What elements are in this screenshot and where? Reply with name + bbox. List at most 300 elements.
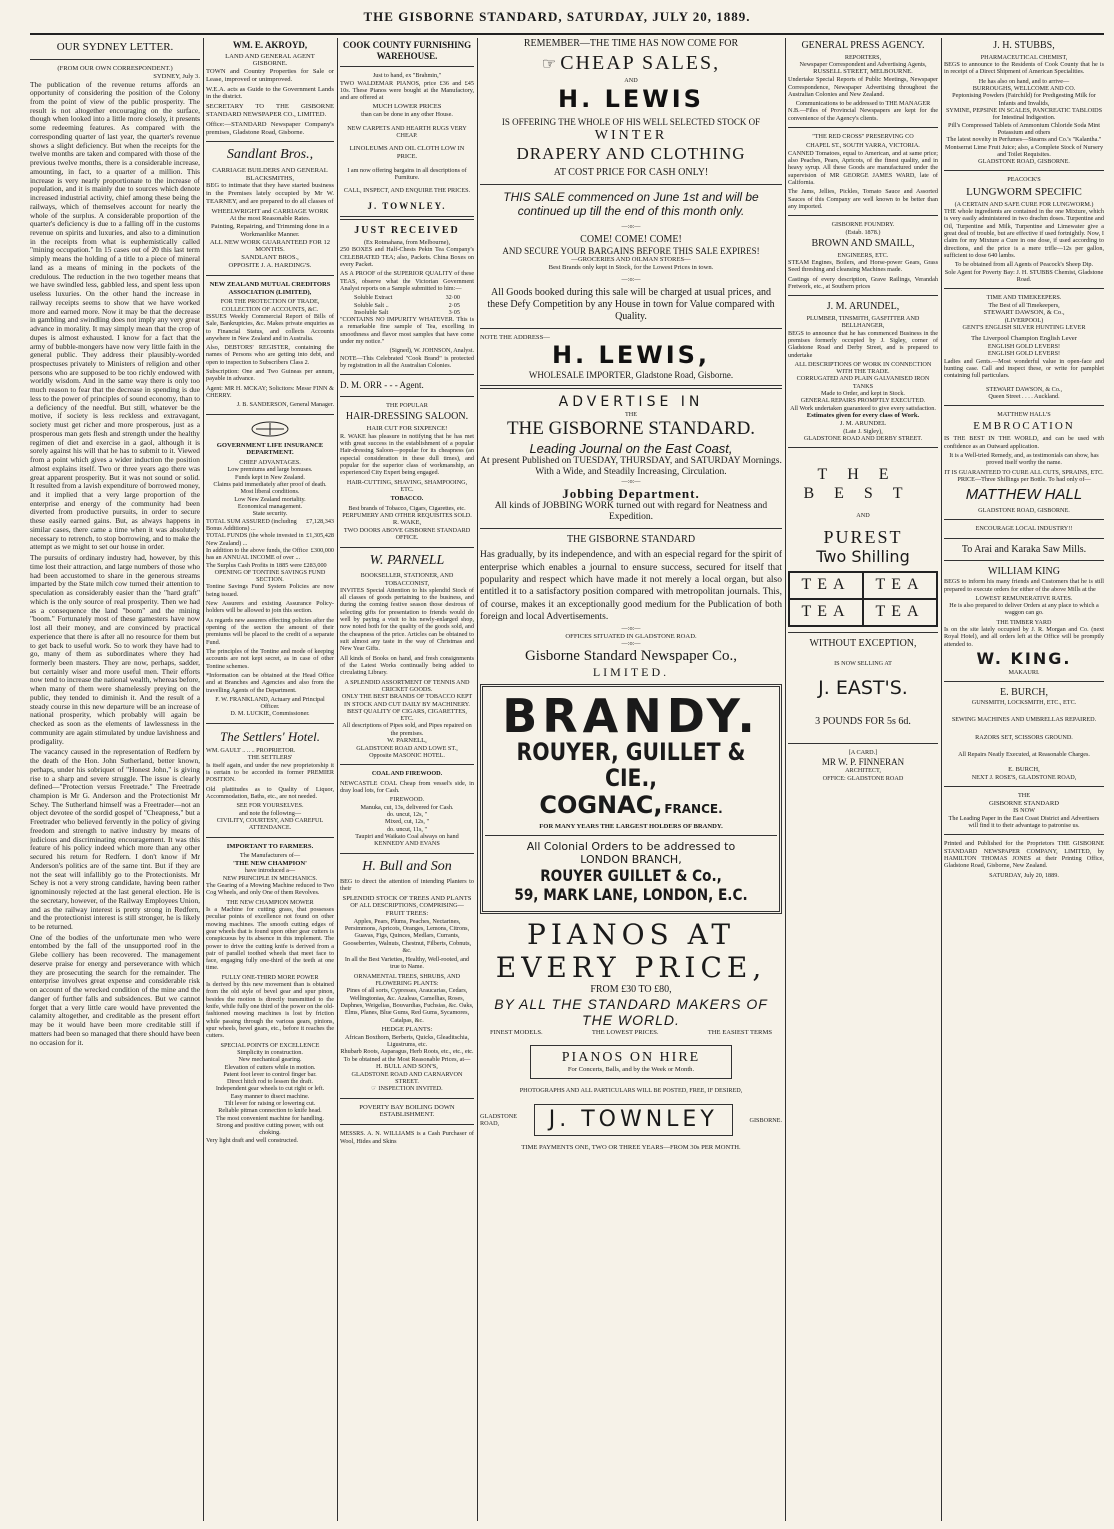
column-advertisements-6	[944, 38, 1104, 1521]
ad-text: FRUIT TREES:	[385, 909, 429, 917]
ornament: —:o:—	[621, 222, 641, 230]
ad-text: Tilt lever for raising or lowering cut.	[224, 1100, 316, 1108]
ad-text: WITHOUT EXCEPTION,	[809, 638, 917, 650]
ad-text: With a Wide, and Steadily Increasing, Circulation.	[535, 467, 727, 478]
ad-title: HAIR-DRESSING SALOON.	[345, 411, 469, 423]
ad-text: SPECIAL POINTS OF EXCELLENCE	[220, 1041, 320, 1049]
ad-signature: D. M. ORR - - - Agent.	[340, 380, 424, 391]
ad-headline: DRAPERY AND CLOTHING	[516, 144, 746, 164]
ad-text: D. M. LUCKIE, Commissioner.	[230, 710, 310, 718]
analysis-row: Insoluble Salt 3·05	[354, 308, 460, 316]
ad-subtitle: FOR THE PROTECTION OF TRADE, COLLECTION OF ACCOUNTS, &C.	[220, 298, 320, 313]
analysis-row: Soluble Extract 32·00	[354, 294, 460, 302]
ad-text: All Colonial Orders to be addressed to	[526, 840, 736, 854]
column-advertisements-5	[788, 38, 938, 1521]
ad-text: PRICE—Three Shillings per Bottle. To had only of—	[957, 476, 1091, 484]
ad-title: JUST RECEIVED	[354, 225, 460, 237]
ad-subtitle: BOOKSELLER, STATIONER, AND TOBACCONIST,	[360, 572, 454, 587]
ad-text: Funds kept in New Zealand.	[235, 473, 305, 481]
ad-text: The latest novelty in Perfumes—Stearns and Co.'s "Kalantha."	[946, 136, 1102, 144]
townley-footer	[480, 1100, 782, 1140]
ad-text: State security.	[252, 510, 288, 518]
ad-text: Pines of all sorts, Cypresses, Araucarias, Cedars, Wellingtonias, &c. Azaleas, Camellias, Roses, Daphnes, Weigelias, Bouvardias, Fuchsias, &c. Oaks, Elms, Planes, Blue Gums, Red Gums, Sycamores, Catalpas, &c.	[340, 987, 474, 1024]
ad-text: IS THE BEST IN THE WORLD, and can be used with confidence as an Outward application.	[944, 435, 1104, 450]
ad-text: R. WAKE has pleasure in notifying that he has met with great success in the establishment of a popular Hair-dressing Saloon—popular for its cheapness (an especial consideration in these dull times), and popular for the superior class of workmanship, an experienced City Expert being engaged.	[340, 432, 474, 477]
ad-text: FROM £30 TO £80,	[590, 984, 672, 996]
ad-text: SEWING MACHINES AND UMBRELLAS REPAIRED.	[951, 716, 1097, 724]
ad-text: Undertake Special Reports of Public Meetings, Newspaper Correspondence, Newspaper Advertising throughout the Australian Colonies and New Zealand.	[788, 76, 938, 98]
ad-text: N.B.—Files of Provincial Newspapers are kept for the convenience of the Agency's clients.	[788, 107, 938, 122]
imprint-date: SATURDAY, July 20, 1889.	[989, 871, 1059, 879]
ad-text: Taupiri and Waikato Coal always on hand	[355, 832, 459, 840]
ad-text: W. PARNELL,	[387, 737, 427, 745]
ad-text: To be obtained from all Agents of Peacock's Sheep Dip.	[954, 261, 1094, 269]
ad-text: THE NEW CHAMPION MOWER	[226, 898, 314, 906]
ad-text: (Late J. Sigley),	[843, 427, 883, 435]
ad-text: AS A PROOF of the SUPERIOR QUALITY of these TEAS, observe what the Victorian Government Analyst reports on a Sample submitted to him:—	[340, 270, 474, 292]
ad-text: As regards new assurers effecting policies after the opening of the section the amount of their premiums will be placed to the credit of a separate Fund.	[206, 616, 334, 646]
ad-text: At the most Reasonable Rates.	[229, 215, 311, 223]
ad-text: Is a Machine for cutting grass, that possesses peculiar points of excellence not found on other mowing machines. The smooth cutting edges of gear wheels that is found upon other gear cutters is conspicuous by its absence in this implement. The power to drive the cutting knife is derived from a pair of parallel toothed wheels that meet face to face, engaging fully one-third of the teeth at one time.	[206, 905, 334, 972]
ad-title: H. Bull and Son	[362, 858, 452, 874]
ad-text: Patent foot lever to control finger bar.	[223, 1070, 317, 1078]
ad-title: COAL AND FIREWOOD.	[371, 770, 443, 778]
ad-text: J. B. SANDERSON, General Manager.	[236, 401, 334, 409]
ad-title: "THE RED CROSS" PRESERVING CO	[812, 133, 914, 141]
ad-text: CIVILITY, COURTESY, AND CAREFUL ATTENDANCE.	[216, 816, 324, 832]
ad-headline: PUREST	[823, 527, 903, 548]
ad-title: LUNGWORM SPECIFIC	[966, 185, 1082, 198]
analysis-row: Soluble Salt .. 2·05	[354, 301, 460, 309]
ad-text: Very light draft and well constructed.	[206, 1136, 299, 1144]
column-display-ads	[480, 38, 782, 1521]
ad-text: All kinds of Books on hand, and fresh consignments of the Latest Works continually being added to circulating Library.	[340, 654, 474, 677]
ad-headline: REMEMBER—THE TIME HAS NOW COME FOR	[523, 38, 739, 49]
ad-text: have introduced a—	[244, 867, 296, 875]
ad-title: W. PARNELL	[369, 552, 445, 568]
ad-brand: H. LEWIS	[558, 84, 704, 113]
ad-text: FIREWOOD.	[389, 796, 425, 804]
ad-text: All Work undertaken guaranteed to give every satisfaction.	[790, 404, 936, 412]
ad-text: SANDLANT BROS.,	[241, 254, 299, 262]
insurance-total: TOTAL SUM ASSURED (including Bonus Additions) ... £7,128,343	[206, 517, 334, 532]
ad-text: ENGLISH GOLD LEVERS!	[987, 350, 1061, 358]
ad-text: Made to Order, and kept in Stock.	[821, 390, 905, 398]
ad-text: OF ALL DESCRIPTIONS, COMPRISING—	[350, 902, 464, 910]
ad-headline: BY ALL THE STANDARD MAKERS OF THE WORLD.	[494, 995, 768, 1029]
ad-title: TIME AND TIMEKEEPERS.	[986, 294, 1062, 302]
ad-brand: J. TOWNLEY	[534, 1104, 733, 1136]
ad-headline: ☞ CHEAP SALES,	[541, 51, 721, 74]
ad-text: NOTE—This Celebrated "Cook Brand" is protected by registration in all the Australian Colonies.	[340, 354, 474, 370]
ad-text: New Assurers and existing Assurance Policy-holders will be allowed to join this section.	[206, 600, 334, 615]
ad-text: Rhubarb Roots, Asparagus, Herb Roots, etc., etc., etc.	[340, 1048, 474, 1056]
pointing-hand-icon: ☞	[541, 55, 561, 73]
ad-text: Queen Street . . . . Auckland.	[988, 392, 1060, 400]
ad-text: THIS SALE commenced on June 1st and will be continued up till the end of this month only.	[503, 189, 759, 219]
column-divider	[337, 38, 338, 1521]
pianos-on-hire-box	[530, 1045, 732, 1079]
ad-text: R. WAKE,	[392, 519, 422, 527]
ad-text: FULLY ONE-THIRD MORE POWER	[221, 973, 319, 981]
ad-text: GLADSTONE ROAD, GISBORNE.	[978, 507, 1070, 515]
ad-headline: J. EAST'S.	[818, 677, 908, 700]
ad-text: BURROUGHS, WELLCOME AND CO.	[972, 85, 1076, 93]
ad-text: BEGS to announce that he has commenced Business in the premises formerly occupied by J. Sigley, corner of Gladstone Road and Derby Street, and is prepared to undertake	[788, 329, 938, 359]
ad-text: AND SECURE YOUR BARGAINS BEFORE THIS SALE EXPIRES!	[502, 245, 760, 256]
ornament: —:o:—	[621, 276, 641, 284]
ad-text: TWO WALDEMAR PIANOS, price £36 and £45 10s. These Pianos were bought at the Manufactory, and are offered at	[340, 79, 474, 102]
ad-title: Sandlant Bros.,	[226, 147, 314, 163]
ad-text: Communications to be addressed to THE MANAGER	[795, 100, 931, 108]
ad-text: SECRETARY TO THE GISBORNE STANDARD NEWSPAPER CO., LIMITED.	[206, 103, 334, 118]
ad-subtitle: PHARMACEUTICAL CHEMIST,	[980, 53, 1068, 61]
ad-text: GUNSMITH, LOCKSMITH, ETC., ETC.	[971, 699, 1077, 707]
ad-title: GENERAL PRESS AGENCY.	[801, 40, 925, 51]
ad-subtitle: (A CERTAIN AND SAFE CURE FOR LUNGWORM.)	[954, 200, 1094, 208]
ad-text: NEWCASTLE COAL Cheap from vessel's side, in dray load lots, for Cash.	[340, 779, 474, 795]
ad-text: SYMINE, PEPSINE IN SCALES, PANCREATIC TABLOIDS for Intestinal Indigestion.	[945, 106, 1103, 122]
ad-text: In all the Best Varieties, Healthy, Well-rooted, and true to Name.	[344, 956, 470, 971]
ad-text: GLADSTONE ROAD AND CARNARVON STREET.	[351, 1070, 463, 1086]
ad-text: Simplicity in construction.	[237, 1048, 303, 1056]
pointing-hand-icon: ☞	[371, 1085, 379, 1093]
ad-title: GOVERNMENT LIFE INSURANCE DEPARTMENT.	[216, 441, 324, 457]
insurance-total: In addition to the above funds, the Office has an ANNUAL INCOME of over ... £300,000	[206, 546, 334, 562]
ad-text: IS OFFERING THE WHOLE OF HIS WELL SELECTED STOCK OF	[501, 117, 761, 128]
ad-subtitle: CARRIAGE BUILDERS AND GENERAL BLACKSMITHS,	[212, 166, 328, 182]
ad-text: —GROCERIES AND OILMAN STORES—	[571, 256, 691, 264]
ad-text: GLADSTONE ROAD AND LOWE ST.,	[356, 744, 458, 752]
ad-text: ONLY THE BEST BRANDS OF TOBACCO KEPT IN STOCK AND CUT DAILY BY MACHINERY.	[341, 693, 473, 708]
ad-text: Ladies and Gents.—Most wonderful value in open-face and hunting case. Call and inspect these, or write for pamphlet containing full particulars.	[944, 357, 1104, 380]
ad-title: MR W. P. FINNERAN	[821, 756, 905, 767]
ad-text: THE whole ingredients are contained in the one Mixture, which is very easily administered in two drachm doses. Turpentine and Oil, Turpentine and Milk, Turpentine and Limewater give a great deal of trouble, but are effective if used fortnightly. Now, I claim for my Mixture a Cure in one dose, if used according to directions, and the price is a mere trifle—12s per gallon, sufficient to dose 640 lambs.	[944, 208, 1104, 259]
ad-place: GISBORNE.	[252, 60, 288, 68]
ad-headline: ADVERTISE IN	[558, 394, 704, 411]
ad-text: LONDON BRANCH,	[580, 853, 682, 867]
ad-text: MESSRS. A. N. WILLIAMS is a Cash Purchaser of Wool, Hides and Skins	[340, 1130, 474, 1145]
ad-text: and note the following—	[238, 809, 302, 817]
ad-text: STEAM Engines, Boilers, and Horse-power Gears, Grass Seed threshing and cleansing Machines made.	[788, 258, 938, 274]
ad-text: All Repairs Neatly Executed, at Reasonable Charges.	[958, 750, 1090, 758]
ad-subtitle: CHIEF ADVANTAGES.	[239, 459, 301, 467]
ad-text: Also, DEBTORS' REGISTER, containing the names of Persons who are getting into debt, and open to inspection to Subscribers Class 2.	[206, 344, 334, 366]
ad-headline: ROUYER, GUILLET & CIE.,	[516, 737, 746, 792]
ad-text: Economical management.	[237, 503, 303, 511]
ad-title: The Settlers' Hotel.	[220, 728, 320, 744]
ad-text: Independent gear wheels to cut right or left.	[215, 1085, 325, 1093]
crest-icon	[250, 420, 290, 438]
ad-text: HEDGE PLANTS:	[381, 1025, 433, 1033]
ad-headline: Two Shilling	[816, 547, 910, 567]
ad-text: OPPOSITE J. A. HARDING'S.	[228, 261, 312, 269]
ad-text: AND	[624, 77, 638, 85]
ad-title: J. M. ARUNDEL,	[826, 301, 900, 313]
ad-text: Direct hitch rod to lessen the draft.	[226, 1078, 314, 1086]
tea-cell: TEA	[863, 572, 937, 599]
ad-text: (LIVERPOOL)	[1004, 316, 1044, 324]
ad-text: H. BULL AND SON'S,	[376, 1062, 438, 1070]
ad-text: IT IS GUARANTEED TO CURE ALL CUTS, SPRAINS, ETC.	[944, 468, 1104, 476]
article-paragraph: The pursuits of ordinary industry had, however, by this time lost their attraction, and large numbers of those who had been accustomed to share in the generous streams imparted by the State milch cow turned their attention to speculation as considerably easier than the "hard graft" which is the only source of real prosperity. Then we had as a consequence the land "boom" and the mining "boom." Fortunately most of these gamesters have now lost all their money, and are convinced by practical experience that there is after all no resource for them but to get back to useful work. So to work they have had to go, many of them as subordinates where they had formerly been masters. They are now, perhaps, sadder, but certainly wiser and more useful men. Their efforts now tend to increase the national wealth, whereas before, when many of them were shamelessly preying on the public, they tended to diminish it. And the result of a steady course in this new departure will be an increase of national prosperity, which probably will again be checked as soon as the elements of lawlessness in the community are again stimulated by undue lavishness and prodigality.	[30, 553, 200, 746]
column-advertisements-2	[206, 38, 334, 1521]
ad-subtitle: REPORTERS,	[844, 53, 882, 61]
ad-text: than can be done in any other House.	[361, 111, 453, 119]
ad-text: Low New Zealand mortality.	[234, 495, 306, 503]
ad-text: Low premiums and large bonuses.	[227, 466, 313, 474]
ad-text: INVITES Special Attention to his splendid Stock of all classes of goods pertaining to the business, and during the coming festive season those desirous of selecting gifts for presentation to friends would do well by paying a visit to his newly-enlarged shop, now noted both for the quality of the goods sold, and the cheapness of the price. Articles can be obtained to suit almost any taste in the way of Christmas and New Year Gifts.	[340, 586, 474, 653]
ad-text: GLADSTONE ROAD, GISBORNE.	[978, 158, 1070, 166]
ad-text: MAKAURI.	[1008, 668, 1040, 676]
ad-text: BEG to direct the attention of intending Planters to their	[340, 878, 474, 893]
ad-text: GENT'S ENGLISH SILVER HUNTING LEVER	[962, 323, 1086, 331]
ad-subtitle: LAND AND GENERAL AGENT	[225, 52, 315, 60]
ad-text: BEG to intimate that they have started business in the Premises lately occupied by Mr W. TEARNEY, and are prepared to do all classes of	[206, 182, 334, 205]
ad-text: Peptonising Powders (Fairchild) for Predigesting Milk for Infants and Invalids,	[952, 92, 1096, 107]
ad-brand: MATTHEW HALL	[965, 486, 1083, 504]
ad-text: AT COST PRICE FOR CASH ONLY!	[553, 167, 709, 179]
ad-text: ALL NEW WORK GUARANTEED FOR 12 MONTHS.	[209, 238, 331, 254]
ad-text: All descriptions of Pipes sold, and Pipes repaired on the premises.	[342, 722, 472, 737]
byline: (FROM OUR OWN CORRESPONDENT.)	[57, 64, 173, 72]
ad-text: Is on the site lately occupied by J. R. Morgan and Co. (next Royal Hotel), and all orders left at the Office will be promptly attended to.	[944, 626, 1104, 648]
ad-text: 'THE NEW CHAMPION'	[233, 859, 307, 867]
ad-title: GISBORNE STANDARD	[989, 799, 1059, 807]
ad-text: RUSSELL STREET, MELBOURNE.	[813, 68, 913, 76]
ad-title: EMBROCATION	[973, 420, 1075, 433]
ad-subtitle: (Ex Rotmahana, from Melbourne),	[363, 239, 451, 247]
ad-text: LINOLEUMS AND OIL CLOTH LOW IN PRICE.	[349, 145, 465, 160]
ad-text: IS NOW	[1013, 807, 1035, 815]
ad-subtitle: HAIR CUT FOR SIXPENCE!	[366, 425, 448, 433]
ad-text: Just to hand, ex "Brahmin,"	[372, 72, 442, 80]
ad-text: Best brands of Tobacco, Cigars, Cigarettes, etc.	[348, 504, 466, 512]
ad-headline: THE BEST	[803, 466, 923, 503]
ad-text: 3 POUNDS FOR 5s 6d.	[815, 715, 911, 727]
ad-text: Best Brands only kept in Stock, for the Lowest Prices in town.	[548, 264, 714, 272]
ad-text: At present Published on TUESDAY, THURSDAY, and SATURDAY Mornings.	[480, 455, 782, 466]
ad-title: WILLIAM KING	[988, 566, 1060, 578]
ornament: —:o:—	[621, 478, 641, 486]
ad-headline: PIANOS AT EVERY PRICE,	[495, 918, 767, 985]
ad-brand: H. LEWIS,	[551, 341, 711, 370]
tea-cell: TEA	[789, 572, 863, 599]
tea-cell: TEA	[789, 599, 863, 626]
ad-headline: Jobbing Department.	[562, 485, 700, 501]
ad-text: Tontine Savings Fund System Policies are now being issued.	[206, 583, 334, 598]
ad-text: MUCH LOWER PRICES	[372, 103, 442, 111]
ad-text: CORRUGATED AND PLAIN GALVANISED IRON TANKS	[796, 375, 930, 390]
ad-text: W.E.A. acts as Guide to the Government Lands in the district.	[206, 85, 334, 101]
ad-text: do. uncut, 11s, "	[386, 825, 428, 833]
ad-title: WM. E. AKROYD,	[232, 40, 308, 50]
ad-text: OFFICE: GLADSTONE ROAD	[822, 774, 904, 782]
ad-subtitle: CHAPEL ST., SOUTH YARRA, VICTORIA.	[806, 142, 920, 150]
ad-text: NEW CARPETS AND HEARTH RUGS VERY CHEAP.	[347, 124, 467, 139]
ad-text: [A CARD.]	[848, 749, 878, 757]
ad-text: BEGS to inform his many friends and Customers that he is still prepared to execute orders for either of the above Mills at the	[944, 578, 1104, 593]
article-paragraph: The vacancy caused in the representation of Redfern by the death of the Hon. John Sutherland, better known, perhaps, under his sobriquet of "Honest John," is giving rise to a sharp and severe struggle. The issue is clearly defined—"Protection versus Freetrade." The Freetrade champion is Mr G. Anderson and the Protectionist Mr Schey. The Sutherland himself was a Freetrader—not an object devotee of the sordid gospel of "Cheapness," but a Freetrader who believed fervently in the policy of giving freedom and strength to native industry by means of judicious and discriminating encouragement. It was this feature of his policy indeed which more than any other secured his return for Redfern. I don't know if Mr Anderson's politics are of the same tint. But if they are not the seat will infallibly go to the Protectionists. Mr Schey is not a very strong candidate, having been rather ignominously rejected at the last general election. He is the secretary, however, of the Railway Employees Union, and as the railway interest is pretty strong in Redfern, and the protectionist interest is still stronger, he is likely to be returned.	[30, 747, 200, 931]
ad-text: The Liverpool Champion English Lever	[971, 335, 1077, 343]
ad-text: The Jams, Jellies, Pickles, Tomato Sauce and Assorted Sauces of this Company are well known to be better than any imported.	[788, 188, 938, 210]
ad-text: For Concerts, Balls, and by the Week or Month.	[567, 1066, 695, 1074]
ad-text: The most convenient machine for handling.	[216, 1114, 324, 1122]
ad-title: E. BURCH,	[999, 687, 1049, 699]
ad-headline: COGNAC, FRANCE.	[539, 791, 723, 820]
ad-title: NEW ZEALAND MUTUAL CREDITORS ASSOCIATION (LIMITED),	[209, 280, 331, 296]
ad-subtitle: ARCHITECT,	[845, 767, 881, 775]
ad-text: BEGS to announce to the Residents of Cook County that he is in receipt of a Direct Shipment of American Specialities.	[944, 61, 1104, 76]
ad-text: Subscription: One and Two Guineas per annum, payable in advance.	[206, 368, 334, 383]
ad-text: Mixed, cut, 12s, "	[384, 818, 430, 826]
ad-text: OFFICES SITUATED IN GLADSTONE ROAD.	[565, 632, 697, 640]
ad-text: Estimates given for every class of Work.	[806, 412, 920, 420]
article-paragraph: One of the bodies of the unfortunate men who were entombed by the fall of the unsupported roof in the Glebe colliery has been recovered. The management deserve praise for energy and perseverance with which they are prosecuting the search for the remainder. The enterprise involves great expense and considerable risk on account of the wrecked condition of the mine and the danger of further falls and subsidences. But we cannot forget that a very little care would have prevented the calamity altogether, and creditable as the present effort may be it would have been more creditable still if matters had been so managed that there should have been no occasion for it.	[30, 932, 200, 1047]
article-paragraph: The publication of the revenue returns affords an opportunity of considering the position of the Colony from the point of view of the public prosperity. The result is not altogether encouraging on the surface, though when looked into a little more closely, it presents some redeeming features. As compared with the corresponding quarter of last year, the quarter's revenue shows a slight deficiency. But when the receipts for the twelve months are taken and compared with those of the previous twelve months, there is a considerable increase, amounting, in fact, to a quarter of a million. This increase is very nearly proportionate to the increase of population, and it is mainly due to sources which denote increased industrial activity, chief among these being the railways, which of themselves account for nearly the whole of the surplus. A considerable proportion of the quarter's deficiency is due to a falling off in the customs revenue on spirits and luxuries, and also to a diminution in the receipts from what is euphemistically called "mining occupation." In 15 cases out of 20 this last term simply means the holding of a title to a piece of mineral land as a means of mining in the pockets of the credulous. The reduction in the two together means that we have swindled less, gabbled less, and spent less upon useless luxuries. On the other hand the increase in railway receipts seems to show that we have worked more and earned more. Now it may be that the decrease in gambling and swindling does not imply any very great advance in morality. It may simply mean that the crop of dupes is almost exhausted. I know for a fact that the army of bubble-mongers have now very little faith in the general public. They address their plausibly-worded prospectuses privately to Ministers of religion and other persons who are supposed to be too richly endowed with worldly wisdom. And in the same way there is only too much reason to fear that the decrease in spending is due less to the power of principles of sound economy, than to a deficiency of the needful. But still, whatever be the motive, if society is less reckless and extravagant, society must get richer and more prosperous, just as a prosperous man gets flesh and strength under the healthy regimen of diet and exercise in a gaol, although it is sorely against his will that he has to submit to it. Viewed from a point which gives a wider induction the position almost explains itself. Two or three years ago there was great apparent prosperity. But it was not sound or solid. It resulted from a lavish expenditure of borrowed money, and it implied that a very large proportion of the enterprise and energy of the community had been diverted from productive pursuits, in order to secure these easily earned gains. But, as always happens in similar cases, there came a time when it was absolutely necessary to retrench, to stop borrowing, and to make the attempt as we might to set our house in order.	[30, 79, 200, 552]
ad-subtitle: PLUMBER, TINSMITH, GASFITTER AND BELLHANGER,	[806, 314, 920, 330]
ad-headline: Gisborne Standard Newspaper Co.,	[524, 647, 738, 664]
ad-text: TOBACCO.	[390, 495, 424, 503]
ad-text: COME! COME! COME!	[580, 234, 682, 246]
ad-text: The principles of the Tontine and mode of keeping accounts are not kept secret, as in case of other Tontine schemes.	[206, 647, 334, 670]
ad-text: OPENING OF TONTINE SAVINGS FUND SECTION.	[214, 568, 326, 584]
tea-cell: TEA	[863, 599, 937, 626]
ad-headline: WINTER	[594, 127, 668, 143]
ad-text: TOWN and Country Properties for Sale or Lease, improved or unimproved.	[206, 68, 334, 83]
ad-text: All Goods booked during this sale will be charged at usual prices, and these Defy Competition by any House in town for Value compared with Quality.	[487, 287, 775, 322]
ad-text: Newspaper Correspondent and Advertising Agents,	[799, 61, 927, 69]
ad-text: Agent: MR H. MCKAY; Solicitors: Messr FINN & CHERRY.	[206, 384, 334, 400]
ad-text: HAIR-CUTTING, SHAVING, SHAMPOOING, ETC.	[346, 478, 468, 494]
ad-text: AND	[856, 511, 870, 519]
ad-text: The Manufacturers of—	[239, 852, 301, 860]
ad-headline: 59, MARK LANE, LONDON, E.C.	[514, 885, 748, 905]
ad-text: 250 BOXES and Half-Chests Pekin Tea Company's CELEBRATED TEA; also, Packets. China Boxes on every Packet.	[340, 246, 474, 268]
ad-text: ISSUES Weekly Commercial Report of Bills of Sale, Bankruptcies, &c. Makes private enquiries as to Financial Status, and collects Accounts anywhere in New Zealand and in Australia.	[206, 312, 334, 342]
ad-text: He has also on hand, and to arrive—	[978, 77, 1070, 85]
ad-text: TWO DOORS ABOVE GISBORNE STANDARD OFFICE.	[343, 527, 471, 542]
ad-text: To be obtained at the Most Reasonable Prices, at—	[343, 1055, 471, 1063]
ad-text: FOR MANY YEARS THE LARGEST HOLDERS OF BRANDY.	[539, 822, 723, 830]
ad-text: Opposite MASONIC HOTEL.	[369, 752, 445, 760]
ad-text: THE TIMBER YARD	[996, 618, 1052, 626]
ad-text: RAZORS SET, SCISSORS GROUND.	[975, 733, 1073, 741]
ad-text: GLADSTONE ROAD AND DERBY STREET.	[803, 434, 923, 442]
ad-title: POVERTY BAY BOILING DOWN ESTABLISHMENT.	[359, 1103, 455, 1119]
ad-text: Manuka, cut, 13s, delivered for Cash.	[360, 803, 454, 811]
ad-text: Leading Journal on the East Coast,	[529, 440, 733, 456]
ad-text: STEWART DAWSON, & Co.,	[985, 385, 1063, 393]
ad-subtitle: ENGINEERS, ETC.	[837, 251, 889, 259]
ad-text: PHOTOGRAPHS AND ALL PARTICULARS WILL BE POSTED, FREE, IF DESIRED,	[519, 1087, 743, 1094]
ad-text: (Signed), W. JOHNSON, Analyst.	[389, 347, 474, 355]
ad-text: ENCOURAGE LOCAL INDUSTRY!!	[975, 525, 1073, 533]
ad-text: WHOLESALE IMPORTER, Gladstone Road, Gisborne.	[528, 369, 734, 380]
ad-headline: ROUYER GUILLET & Co.,	[540, 866, 722, 886]
ad-text: Reliable pitman connection to knife head.	[218, 1107, 322, 1115]
ad-text: I am now offering bargains in all descriptions of Furniture.	[347, 166, 467, 182]
ad-text: Strong and positive cutting power, with out choking.	[216, 1122, 324, 1137]
ad-title: BROWN AND SMAILL,	[811, 237, 915, 249]
ad-text: "CONTAINS NO IMPURITY WHATEVER. This is a remarkable fine sample of Tea, excelling in smoothness and flavor most samples that have come under my notice."	[340, 316, 474, 346]
ad-text: Sole Agent for Poverty Bay: J. H. STUBBS Chemist, Gladstone Road.	[944, 268, 1104, 283]
ad-text: LOWEST REMUNERATIVE RATES.	[975, 594, 1073, 602]
ad-text: ALL DESCRIPTIONS OF WORK IN CONNECTION WITH THE TRADE.	[794, 360, 932, 376]
ad-subtitle: THE SETTLERS'	[247, 754, 293, 762]
ad-text: E. BURCH,	[1008, 766, 1040, 774]
ad-text: TIME PAYMENTS ONE, TWO OR THREE YEARS—FROM 30s PER MONTH.	[521, 1144, 741, 1152]
ad-text: PERFUMERY AND OTHER REQUISITES SOLD.	[342, 511, 472, 519]
ad-text: Castings of every description, Grave Railings, Verandah Fretwork, etc., at Southern prices	[788, 275, 938, 290]
ad-text: THE POPULAR	[386, 401, 428, 409]
ad-brand: W. KING.	[976, 649, 1072, 669]
ad-text: Elevation of cutters while in motion.	[224, 1063, 316, 1071]
ad-address: GISBORNE.	[749, 1116, 782, 1124]
ad-title: To Arai and Karaka Saw Mills.	[961, 543, 1087, 555]
ad-text: NEW PRINCIPLE IN MECHANICS.	[222, 874, 318, 882]
ad-features: FINEST MODELS. THE LOWEST PRICES. THE EASIEST TERMS	[490, 1028, 772, 1036]
ad-brand: BRANDY.	[502, 688, 760, 743]
ad-text: CALL, INSPECT, AND ENQUIRE THE PRICES.	[343, 187, 471, 195]
ad-subtitle: (Estab. 1878.)	[845, 228, 881, 236]
ad-text: All kinds of JOBBING WORK turned out with regard for Neatness and Expedition.	[494, 501, 768, 523]
ad-text: Montserrat Lime Fruit Juice; also, a Complete Stock of Nursery and Toilet Requisites.	[944, 143, 1104, 158]
ad-text: A SPLENDID ASSORTMENT OF TENNIS AND CRICKET GOODS.	[344, 678, 470, 693]
ad-text: The Gearing of a Mowing Machine reduced to Two Cog Wheels, and only One of them Revolves.	[206, 882, 334, 897]
ad-text: PEACOCK'S	[1007, 176, 1041, 184]
paper-name: THE GISBORNE STANDARD.	[506, 418, 756, 440]
column-divider	[785, 38, 786, 1521]
ad-text: ☞ INSPECTION INVITED.	[371, 1085, 443, 1093]
ad-text: F. W. FRANKLAND, Actuary and Principal Officer.	[215, 695, 325, 711]
insurance-total: TOTAL FUNDS (the whole invested in New Zealand) ... £1,305,428	[206, 532, 334, 547]
ornament: —:o:—	[621, 640, 641, 648]
column-advertisements-3	[340, 38, 474, 1521]
ad-text: Pill's Compressed Tablets of Ammonium Chloride Soda Mint Potassium and others	[948, 121, 1100, 136]
masthead-rule	[30, 33, 1104, 35]
ad-text: Claims paid immediately after proof of death.	[213, 481, 327, 489]
column-divider	[477, 38, 478, 1521]
masthead: THE GISBORNE STANDARD, SATURDAY, JULY 20, 1889.	[363, 9, 751, 24]
ornament: —:o:—	[621, 625, 641, 633]
ad-text: ENGLISH GOLD LEVERS!	[987, 342, 1061, 350]
ad-title: J. H. STUBBS,	[993, 40, 1055, 51]
ad-text: ORNAMENTAL TREES, SHRUBS, AND FLOWERING PLANTS:	[353, 972, 461, 988]
ad-signature: J. TOWNLEY.	[367, 200, 447, 211]
ad-text: SEE FOR YOURSELVES.	[236, 802, 304, 810]
ad-text: SPLENDID STOCK OF TREES AND PLANTS	[342, 894, 472, 902]
ad-text: African Boxthorn, Berberis, Quicks, Gleaditschia, Ligustrums, etc.	[344, 1033, 470, 1049]
ad-text: It is a Well-tried Remedy, and, as testimonials can show, has proved itself worthy the name.	[949, 452, 1099, 467]
ad-text: do. uncut, 12s, "	[386, 811, 428, 819]
ad-text: BEST QUALITY OF CIGARS, CIGARETTES, ETC.	[347, 707, 467, 723]
column-divider	[203, 38, 204, 1521]
ad-text: Painting, Repairing, and Trimming done in a Workmanlike Manner.	[211, 223, 329, 238]
ad-text: Is itself again, and under the new proprietorship it is certain to be accorded its former PREMIER POSITION.	[206, 761, 334, 784]
ad-text: NOTE THE ADDRESS—	[480, 333, 550, 341]
ad-text: Apples, Pears, Plums, Peaches, Nectarines, Persimmons, Apricots, Oranges, Lemons, Citrons, Guavas, Figs, Quinces, Medlars, Currants, Gooseberries, Walnuts, Chestnut, Filberts, Cobnuts, &c.	[342, 917, 472, 954]
ad-text: CANNED Tomatoes, equal to American, and at same price; also Peaches, Pears, Apricots, of the finest quality, and in heavy syrup. All these Goods are manufactured under the supervision of MR GEORGE JAMES WARD, late of California.	[788, 149, 938, 186]
article-title: OUR SYDNEY LETTER.	[56, 41, 174, 53]
ad-text: STEWART DAWSON, & Co.,	[983, 308, 1065, 316]
ad-text: KENNEDY AND EVANS	[374, 840, 440, 848]
ad-text: J. M. ARUNDEL	[839, 419, 887, 427]
ad-text: The Best of all Timekeepers,	[988, 301, 1060, 309]
ad-headline: THE GISBORNE STANDARD	[566, 534, 696, 546]
ad-text: Is derived by this new movement than is obtained from the old style of bevel gear and spur pinon, besides the motion is directly transmitted to the knife, while fully one third of the power on the old-fashioned mowing machines is lost by friction while passing through the various gears, pinions, spur wheels, bevel gears, etc., before it reaches the cutters.	[206, 981, 334, 1040]
column-divider	[941, 38, 942, 1521]
